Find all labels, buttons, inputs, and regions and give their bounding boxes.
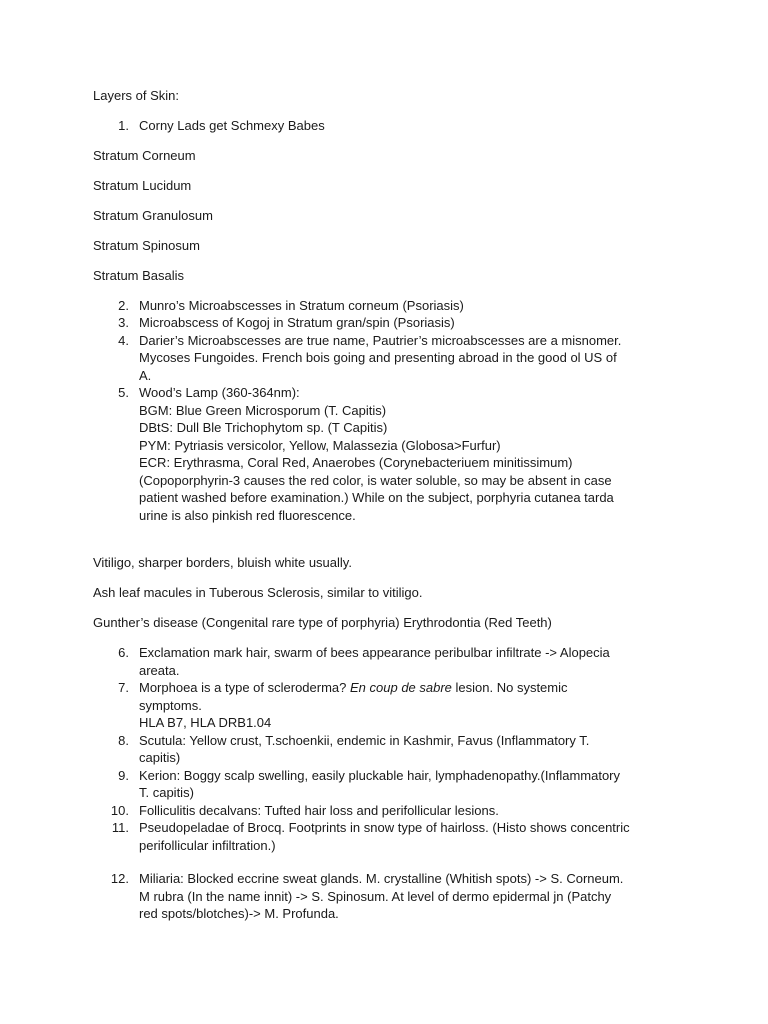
numbered-list-a — [93, 297, 683, 525]
list-item — [93, 767, 683, 802]
list-number: 5. — [118, 385, 129, 400]
list-number: 10. — [110, 802, 129, 818]
list-line: ECR: Erythrasma, Coral Red, Anaerobes (Corynebacteriuem minitissimum) — [139, 455, 573, 470]
list-number: 11. — [111, 820, 129, 835]
list-number: 6. — [118, 645, 129, 660]
emphasis-text: En coup de sabre — [350, 680, 452, 695]
list-item-1 — [93, 117, 683, 135]
list-line: Wood’s Lamp (360-364nm): — [139, 385, 300, 400]
list-number: 7. — [118, 680, 129, 695]
list-line: Scutula: Yellow crust, T.schoenkii, endemic in Kashmir, Favus (Inflammatory T. — [139, 732, 590, 748]
list-number: 12. — [110, 871, 129, 886]
list-item-12 — [93, 870, 683, 923]
list-line: M rubra (In the name innit) -> S. Spinosum. At level of dermo epidermal jn (Patchy — [139, 888, 612, 904]
list-item-7 — [93, 679, 683, 732]
list-text: Corny Lads get Schmexy Babes — [139, 118, 325, 133]
list-line: red spots/blotches)-> M. Profunda. — [139, 906, 339, 921]
list-number: 2. — [118, 297, 129, 313]
paragraph-gunthers-disease: Gunther’s disease (Congenital rare type of porphyria) Erythrodontia (Red Teeth) — [93, 615, 552, 630]
list-line: Pseudopeladae of Brocq. Footprints in snow type of hairloss. (Histo shows concentric — [139, 820, 630, 835]
list-line: Microabscess of Kogoj in Stratum gran/spin (Psoriasis) — [139, 315, 455, 330]
list-line: Folliculitis decalvans: Tufted hair loss and perifollicular lesions. — [139, 802, 499, 818]
list-item — [93, 802, 683, 820]
list-line: capitis) — [139, 750, 181, 765]
list-line: Miliaria: Blocked eccrine sweat glands. M. crystalline (Whitish spots) -> S. Corneum. — [139, 871, 624, 886]
list-number: 9. — [118, 767, 129, 783]
document-page — [93, 87, 683, 923]
list-number: 4. — [118, 332, 129, 348]
list-text-part: lesion. No systemic — [451, 680, 568, 695]
list-item — [93, 314, 683, 332]
list-line: BGM: Blue Green Microsporum (T. Capitis) — [139, 402, 387, 418]
list-item — [93, 384, 683, 524]
numbered-list-b — [93, 732, 683, 855]
layer-stratum-corneum: Stratum Corneum — [93, 147, 196, 163]
layer-stratum-basalis: Stratum Basalis — [93, 267, 185, 283]
list-item — [93, 332, 683, 385]
list-line: A. — [139, 367, 152, 383]
layer-stratum-lucidum: Stratum Lucidum — [93, 177, 192, 193]
list-line: Darier’s Microabscesses are true name, Pautrier’s microabscesses are a misnomer. — [139, 332, 622, 348]
layer-stratum-spinosum: Stratum Spinosum — [93, 237, 200, 253]
list-item — [93, 297, 683, 315]
list-line: T. capitis) — [139, 785, 194, 800]
list-line: areata. — [139, 662, 180, 678]
layer-stratum-granulosum: Stratum Granulosum — [93, 207, 213, 223]
list-line: Mycoses Fungoides. French bois going and presenting abroad in the good ol US of — [139, 350, 617, 365]
list-text-part: Morphoea is a type of scleroderma? — [139, 680, 350, 695]
list-line: PYM: Pytriasis versicolor, Yellow, Malassezia (Globosa>Furfur) — [139, 437, 501, 453]
list-item-6 — [93, 644, 683, 679]
paragraph-ash-leaf: Ash leaf macules in Tuberous Sclerosis, similar to vitiligo. — [93, 585, 423, 600]
list-line — [139, 679, 683, 697]
list-item — [93, 732, 683, 767]
list-line: symptoms. — [139, 697, 202, 713]
paragraph-vitiligo: Vitiligo, sharper borders, bluish white usually. — [93, 555, 352, 570]
list-line: Exclamation mark hair, swarm of bees appearance peribulbar infiltrate -> Alopecia — [139, 645, 610, 660]
list-number: 3. — [118, 315, 129, 330]
list-line: patient washed before examination.) While on the subject, porphyria cutanea tarda — [139, 490, 614, 505]
list-line: perifollicular infiltration.) — [139, 837, 276, 853]
list-line: DBtS: Dull Ble Trichophytom sp. (T Capitis) — [139, 420, 388, 435]
list-item — [93, 819, 683, 854]
heading-layers-of-skin: Layers of Skin: — [93, 88, 179, 103]
list-number: 1. — [118, 118, 129, 133]
list-line: Munro’s Microabscesses in Stratum corneum (Psoriasis) — [139, 297, 464, 313]
list-line: urine is also pinkish red fluorescence. — [139, 507, 356, 523]
list-line: HLA B7, HLA DRB1.04 — [139, 715, 272, 730]
list-line: Kerion: Boggy scalp swelling, easily pluckable hair, lymphadenopathy.(Inflammatory — [139, 767, 621, 783]
list-line: (Copoporphyrin-3 causes the red color, is water soluble, so may be absent in case — [139, 472, 612, 488]
list-number: 8. — [118, 732, 129, 748]
